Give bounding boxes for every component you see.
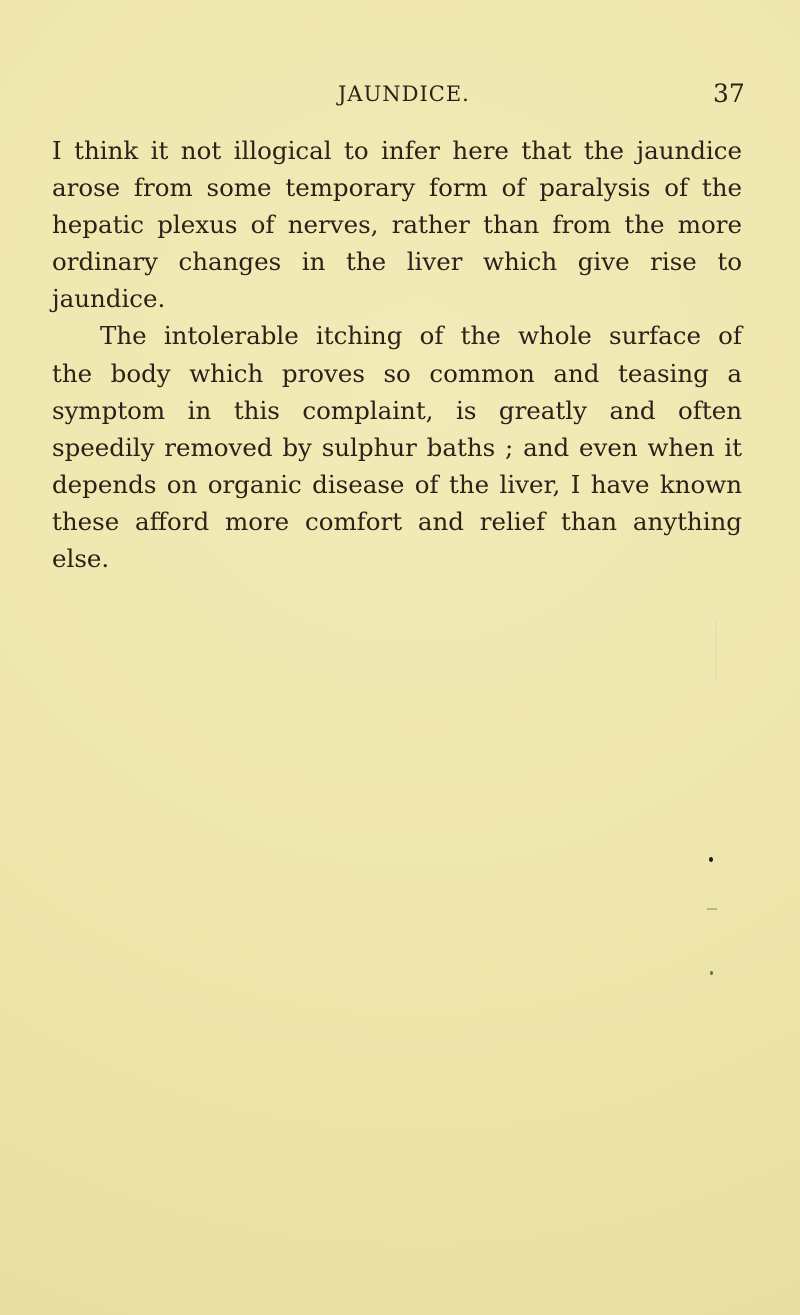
text-line: these afford more comfort and relief than anything — [52, 506, 742, 536]
page-number: 37 — [713, 79, 745, 108]
text-line: arose from some temporary form of paralysis of the — [52, 173, 742, 203]
text-line: else. — [52, 544, 110, 574]
text-line: hepatic plexus of nerves, rather than from the more — [52, 210, 742, 240]
text-line: the body which proves so common and teasing a — [52, 358, 742, 388]
text-line: I think it not illogical to infer here that the jaundice — [52, 136, 742, 165]
text-line: The intolerable itching of the whole surface of — [100, 321, 742, 351]
text-line: speedily removed by sulphur baths ; and even when it — [52, 432, 742, 462]
body-text — [52, 132, 742, 577]
text-line: symptom in this complaint, is greatly and often — [52, 395, 742, 425]
text-line: jaundice. — [52, 284, 166, 314]
running-title: JAUNDICE. — [338, 82, 470, 106]
text-line: ordinary changes in the liver which give rise to — [52, 247, 742, 277]
ink-speck — [710, 971, 713, 975]
ink-speck — [709, 857, 713, 862]
text-line: depends on organic disease of the liver, I have known — [52, 469, 742, 499]
running-head — [0, 78, 800, 110]
paper-speck — [715, 620, 717, 680]
paper-speck — [707, 908, 717, 910]
